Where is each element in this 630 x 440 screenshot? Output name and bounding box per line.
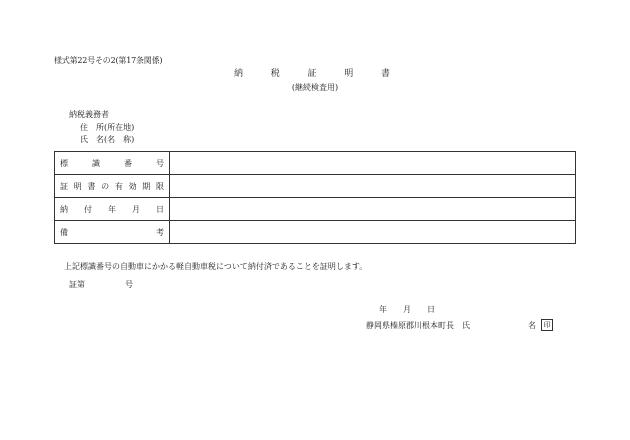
row-value-cell [170, 198, 576, 221]
table-row [55, 198, 576, 221]
table-row [55, 221, 576, 244]
certificate-number-line: 証第 号 [69, 280, 133, 289]
address-label: 住 所(所在地) [80, 123, 135, 132]
document-subtitle: (継続検査用) [291, 83, 339, 92]
seal-char: 印 [543, 320, 551, 329]
row-value-cell [170, 152, 576, 175]
row-label: 納付年月日 [60, 204, 164, 214]
table-row [55, 175, 576, 198]
name-label: 氏 名(名 称) [80, 135, 135, 144]
row-label-cell [55, 175, 170, 198]
taxpayer-label: 納税義務者 [69, 110, 109, 119]
certificate-table [54, 151, 576, 244]
issue-date-line: 年 月 日 [379, 305, 435, 314]
row-label: 備考 [60, 227, 164, 237]
row-value-cell [170, 175, 576, 198]
row-label-cell [55, 152, 170, 175]
form-number: 様式第22号その2(第17条関係) [54, 56, 163, 65]
document-title: 納税証明書 [234, 69, 390, 79]
issuer-name-suffix: 名 [528, 321, 536, 330]
issuer-name: 静岡県榛原郡川根本町長 氏 [366, 321, 470, 330]
row-label-cell [55, 221, 170, 244]
row-label: 標識番号 [60, 158, 164, 168]
row-label-cell [55, 198, 170, 221]
table-row [55, 152, 576, 175]
row-value-cell [170, 221, 576, 244]
official-seal-mark [541, 319, 553, 331]
row-label: 証明書の有効期限 [60, 181, 164, 191]
certification-statement: 上記標識番号の自動車にかかる軽自動車税について納付済であることを証明します。 [64, 262, 368, 271]
